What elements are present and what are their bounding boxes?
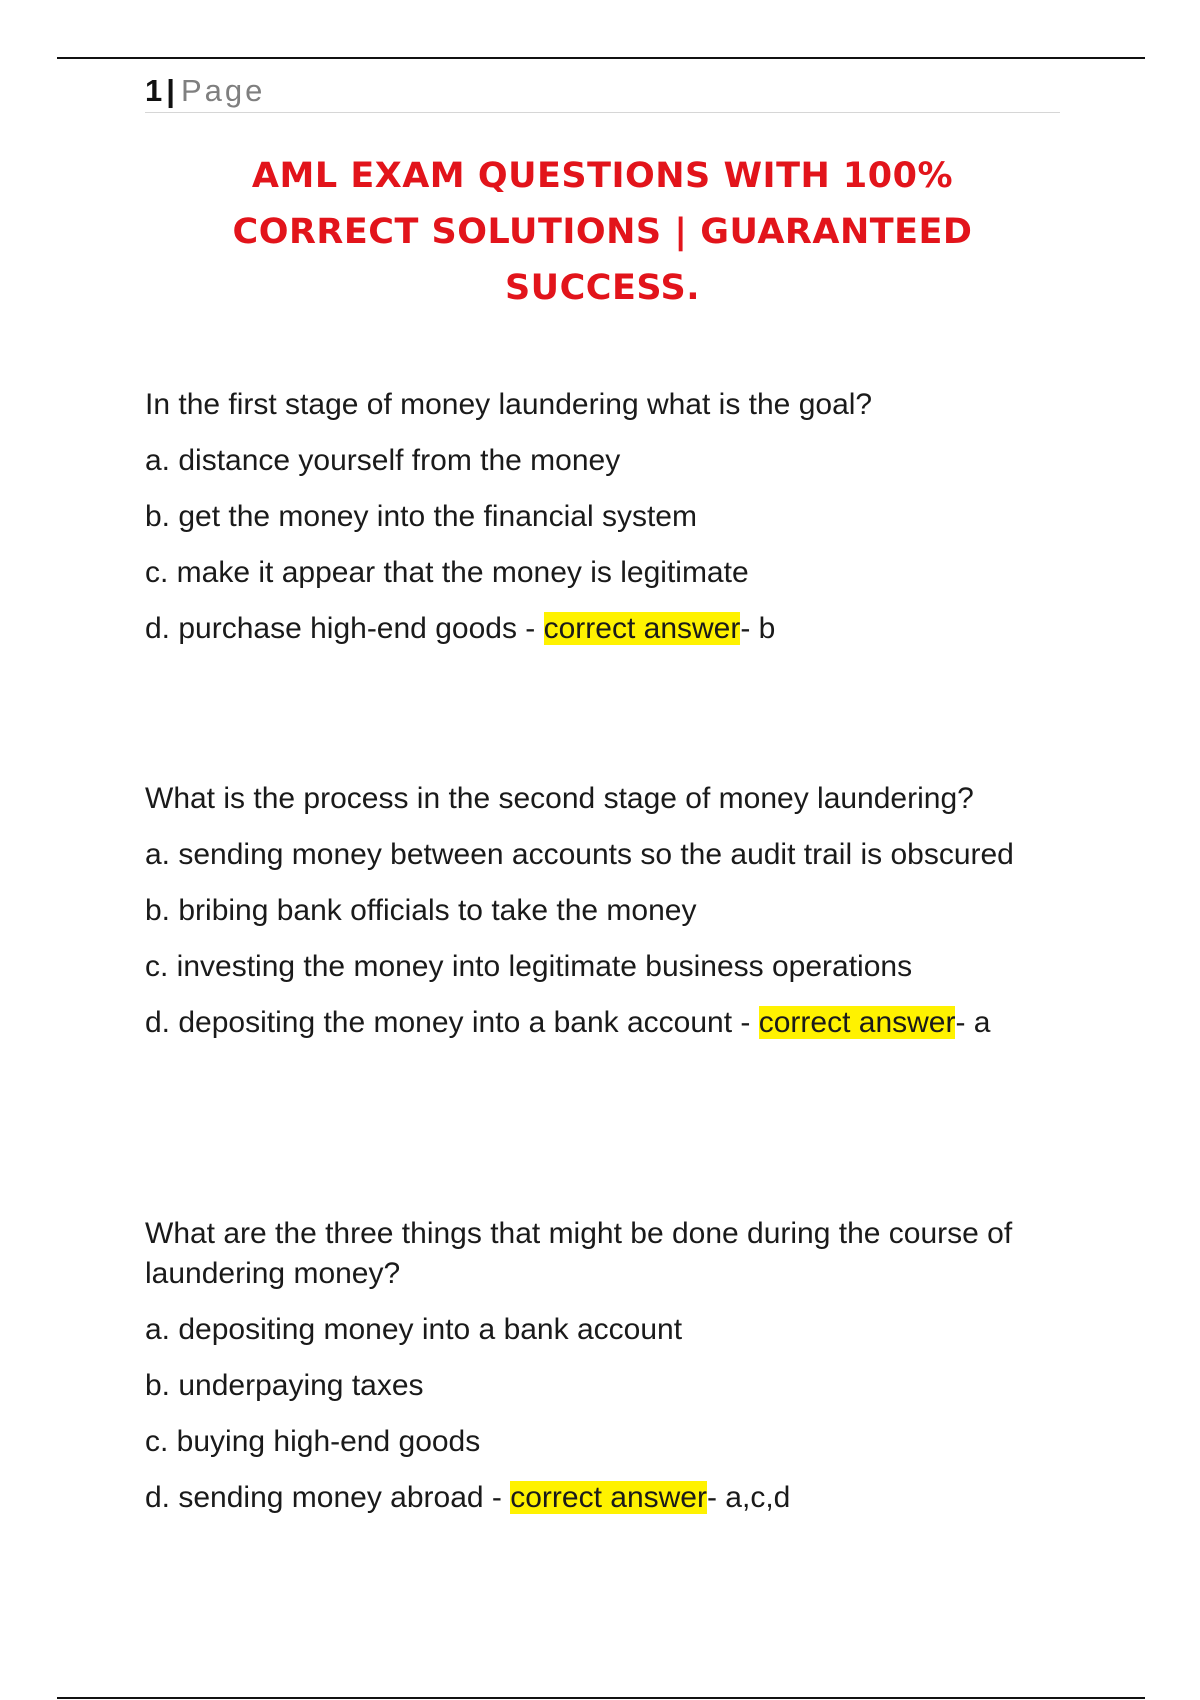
option-c: c. buying high-end goods (145, 1425, 481, 1458)
bottom-rule (57, 1697, 1145, 1699)
title-line-2: CORRECT SOLUTIONS | GUARANTEED (232, 212, 973, 252)
option-d-with-answer (145, 1478, 1075, 1518)
correct-answer-label: correct answer (543, 612, 741, 645)
page-number: 1 (145, 73, 163, 108)
top-rule (57, 57, 1145, 59)
correct-answer-value: - b (740, 612, 776, 645)
question-block-2 (145, 779, 1075, 1043)
question-text: In the first stage of money laundering what is the goal? (145, 388, 873, 421)
question-block-1 (145, 385, 1075, 649)
title-line-1: AML EXAM QUESTIONS WITH 100% (251, 156, 954, 196)
page-label: Page (180, 73, 266, 108)
option-d: d. sending money abroad - (145, 1481, 511, 1514)
question-text: What is the process in the second stage of money laundering? (145, 782, 974, 815)
document-title (145, 148, 1060, 316)
correct-answer-value: - a,c,d (706, 1481, 791, 1514)
option-b: b. bribing bank officials to take the money (145, 894, 697, 927)
option-b: b. underpaying taxes (145, 1369, 424, 1402)
correct-answer-value: - a (955, 1006, 991, 1039)
option-d-with-answer (145, 1003, 1075, 1043)
page-separator: | (166, 73, 175, 108)
correct-answer-label: correct answer (510, 1481, 707, 1514)
option-d-with-answer (145, 609, 1075, 649)
option-a: a. depositing money into a bank account (145, 1313, 683, 1346)
option-c: c. investing the money into legitimate business operations (145, 950, 913, 983)
title-line-3: SUCCESS. (504, 268, 701, 308)
option-d: d. purchase high-end goods - (145, 612, 544, 645)
option-a: a. distance yourself from the money (145, 444, 621, 477)
option-a: a. sending money between accounts so the audit trail is obscured (145, 838, 1014, 871)
page-header (145, 70, 1060, 113)
question-text: What are the three things that might be done during the course of laundering money? (145, 1217, 1013, 1290)
correct-answer-label: correct answer (758, 1006, 956, 1039)
question-block-3 (145, 1214, 1075, 1518)
option-c: c. make it appear that the money is legitimate (145, 556, 749, 589)
option-d: d. depositing the money into a bank account - (145, 1006, 759, 1039)
option-b: b. get the money into the financial system (145, 500, 697, 533)
